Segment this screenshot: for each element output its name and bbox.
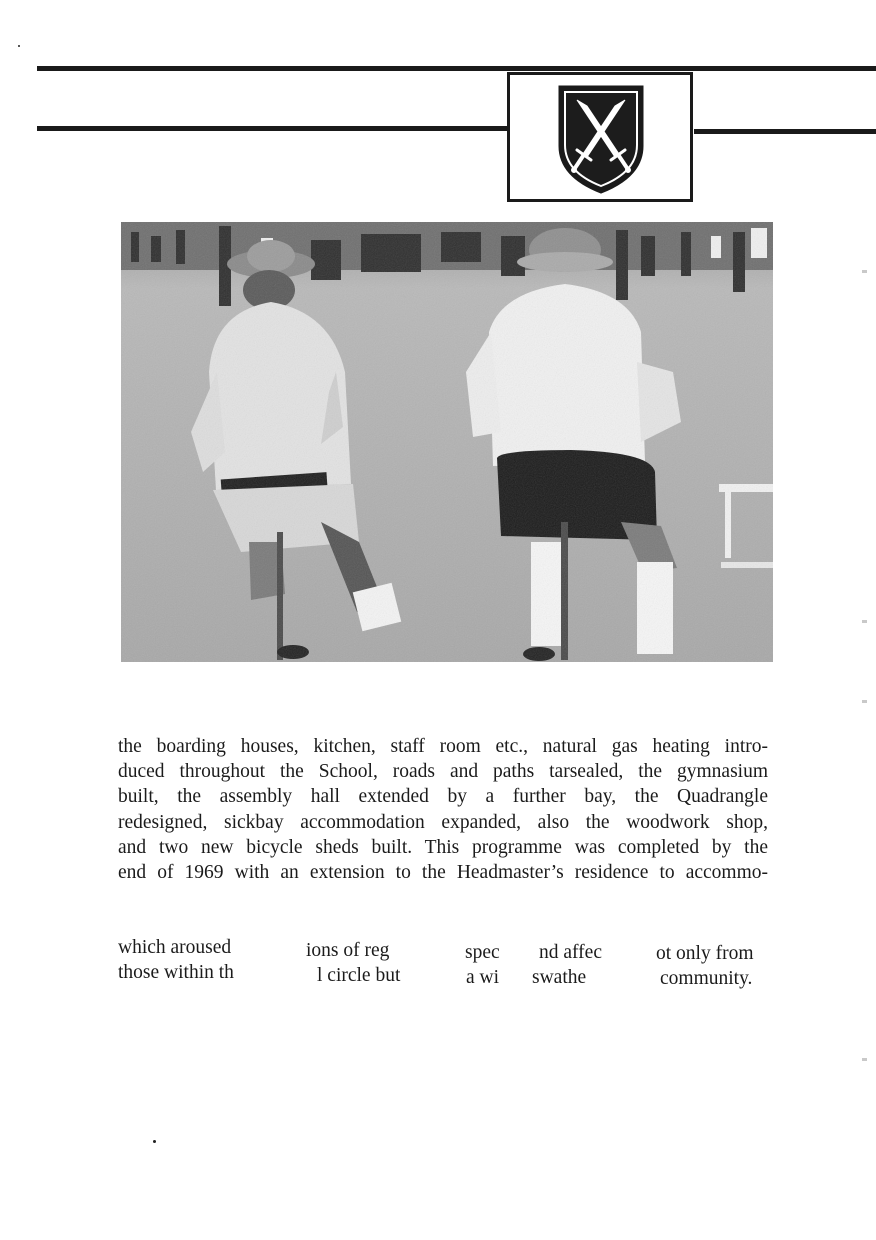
two-men-seated-on-shooting-sticks-photo	[121, 222, 773, 662]
crossed-swords-shield-icon	[557, 84, 645, 196]
fragment-text: nd affec	[539, 942, 602, 963]
fragment-text: a wi	[466, 967, 500, 988]
body-line: duced throughout the School, roads and paths tarsealed, the gymnasium	[118, 761, 768, 783]
header-rule-bottom-right	[694, 129, 876, 134]
body-line: the boarding houses, kitchen, staff room etc., natural gas heating intro-	[118, 736, 768, 757]
fragment-text: ions of reg	[306, 940, 390, 961]
fragment-text: community.	[660, 968, 753, 989]
body-line: built, the assembly hall extended by a further bay, the Quadrangle	[118, 786, 768, 808]
fragment-text: ot only from	[656, 943, 754, 964]
body-line: and two new bicycle sheds built. This programme was completed by the	[118, 836, 768, 858]
header-rule-top	[37, 66, 876, 71]
edge-mark	[862, 700, 867, 703]
edge-mark	[862, 620, 867, 623]
scan-speck	[18, 45, 20, 47]
scan-speck	[153, 1140, 156, 1143]
body-paragraph	[118, 734, 768, 885]
body-line: redesigned, sickbay accommodation expanded, also the woodwork shop,	[118, 811, 768, 833]
body-line: end of 1969 with an extension to the Headmaster’s residence to accommo-	[118, 862, 768, 884]
edge-mark	[862, 1058, 867, 1061]
fragment-text: spec	[465, 942, 500, 963]
fragment-text: l circle but	[317, 965, 401, 986]
header-rule-bottom-left	[37, 126, 509, 131]
fragment-text: which aroused	[118, 937, 232, 958]
fragment-text: swathe	[532, 967, 587, 988]
fragment-text: those within th	[118, 962, 234, 983]
crest-box	[507, 72, 693, 202]
edge-mark	[862, 270, 867, 273]
